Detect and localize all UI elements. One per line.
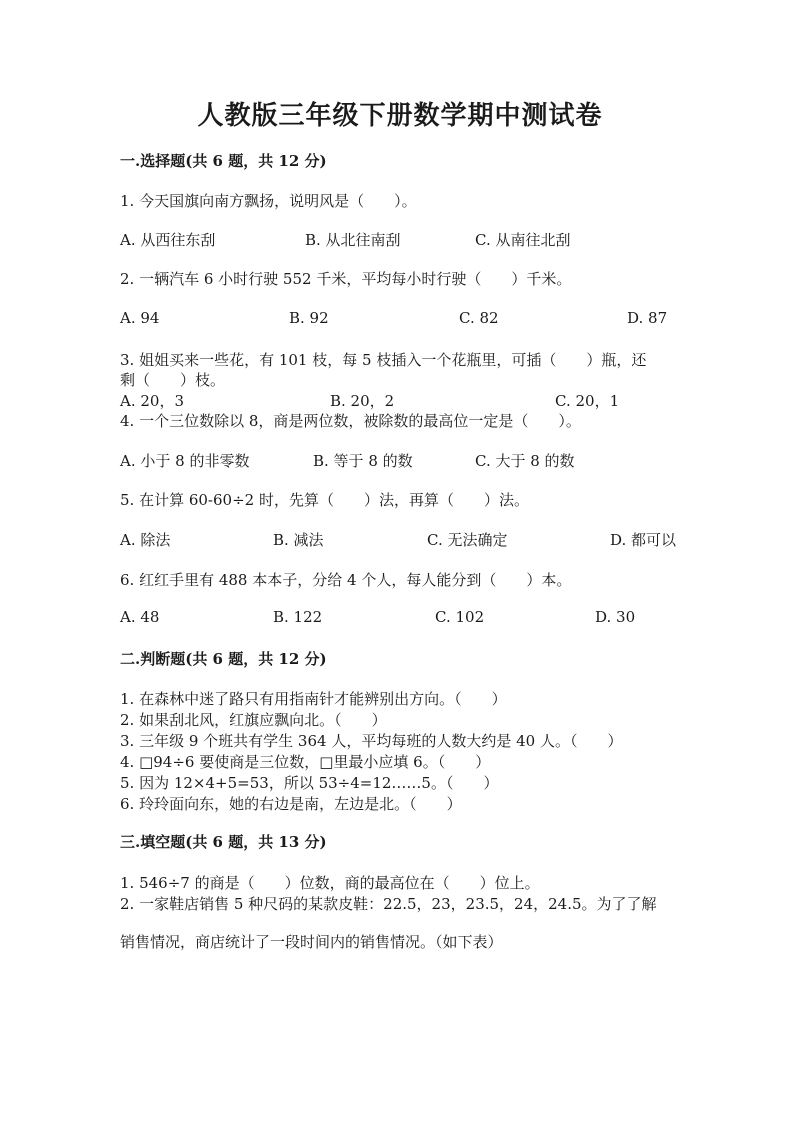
- judge-item-6: 6. 玲玲面向东，她的右边是南，左边是北。（ ）: [120, 795, 462, 813]
- page-title: 人教版三年级下册数学期中测试卷: [197, 101, 603, 131]
- fill-item-2-line1: 2. 一家鞋店销售 5 种尺码的某款皮鞋：22.5，23，23.5，24，24.5。为了了解: [120, 895, 657, 913]
- q6-option-c: C. 102: [435, 608, 485, 626]
- q2-option-a: A. 94: [120, 309, 160, 327]
- judge-item-4: 4. □94÷6 要使商是三位数，□里最小应填 6。（ ）: [120, 753, 491, 771]
- judge-item-2: 2. 如果刮北风，红旗应飘向北。（ ）: [120, 711, 387, 729]
- q1-option-c: C. 从南往北刮: [475, 231, 571, 249]
- judge-item-3: 3. 三年级 9 个班共有学生 364 人，平均每班的人数大约是 40 人。（ ）: [120, 732, 623, 750]
- q1-option-b: B. 从北往南刮: [305, 231, 401, 249]
- judge-item-5: 5. 因为 12×4+5=53，所以 53÷4=12……5。（ ）: [120, 774, 499, 792]
- q4-option-b: B. 等于 8 的数: [313, 452, 413, 470]
- q3-stem-line2: 剩（ ）枝。: [120, 371, 226, 389]
- q2-option-d: D. 87: [627, 309, 668, 327]
- fill-item-1: 1. 546÷7 的商是（ ）位数，商的最高位在（ ）位上。: [120, 874, 540, 892]
- q4-option-c: C. 大于 8 的数: [475, 452, 575, 470]
- q5-option-a: A. 除法: [120, 531, 171, 549]
- judge-item-1: 1. 在森林中迷了路只有用指南针才能辨别出方向。（ ）: [120, 690, 507, 708]
- q1-option-a: A. 从西往东刮: [120, 231, 216, 249]
- q4-stem: 4. 一个三位数除以 8，商是两位数，被除数的最高位一定是（ ）。: [120, 412, 581, 430]
- q6-stem: 6. 红红手里有 488 本本子，分给 4 个人，每人能分到（ ）本。: [120, 571, 572, 589]
- q1-stem: 1. 今天国旗向南方飘扬，说明风是（ ）。: [120, 192, 417, 210]
- q6-option-b: B. 122: [273, 608, 323, 626]
- section-2-header: 二.判断题(共 6 题，共 12 分): [120, 650, 327, 668]
- q5-option-d: D. 都可以: [610, 531, 677, 549]
- q5-option-c: C. 无法确定: [427, 531, 508, 549]
- q2-option-c: C. 82: [459, 309, 499, 327]
- q2-option-b: B. 92: [289, 309, 329, 327]
- q3-option-a: A. 20，3: [120, 392, 184, 410]
- q4-option-a: A. 小于 8 的非零数: [120, 452, 250, 470]
- q3-stem-line1: 3. 姐姐买来一些花，有 101 枝，每 5 枝插入一个花瓶里，可插（ ）瓶，还: [120, 351, 647, 369]
- q3-option-c: C. 20，1: [555, 392, 620, 410]
- q5-option-b: B. 减法: [273, 531, 324, 549]
- section-1-header: 一.选择题(共 6 题，共 12 分): [120, 152, 327, 170]
- q6-option-a: A. 48: [120, 608, 160, 626]
- q2-stem: 2. 一辆汽车 6 小时行驶 552 千米，平均每小时行驶（ ）千米。: [120, 270, 572, 288]
- fill-item-2-line2: 销售情况，商店统计了一段时间内的销售情况。（如下表）: [120, 933, 503, 951]
- q6-option-d: D. 30: [595, 608, 636, 626]
- q5-stem: 5. 在计算 60-60÷2 时，先算（ ）法，再算（ ）法。: [120, 491, 529, 509]
- section-3-header: 三.填空题(共 6 题，共 13 分): [120, 833, 327, 851]
- q3-option-b: B. 20，2: [330, 392, 395, 410]
